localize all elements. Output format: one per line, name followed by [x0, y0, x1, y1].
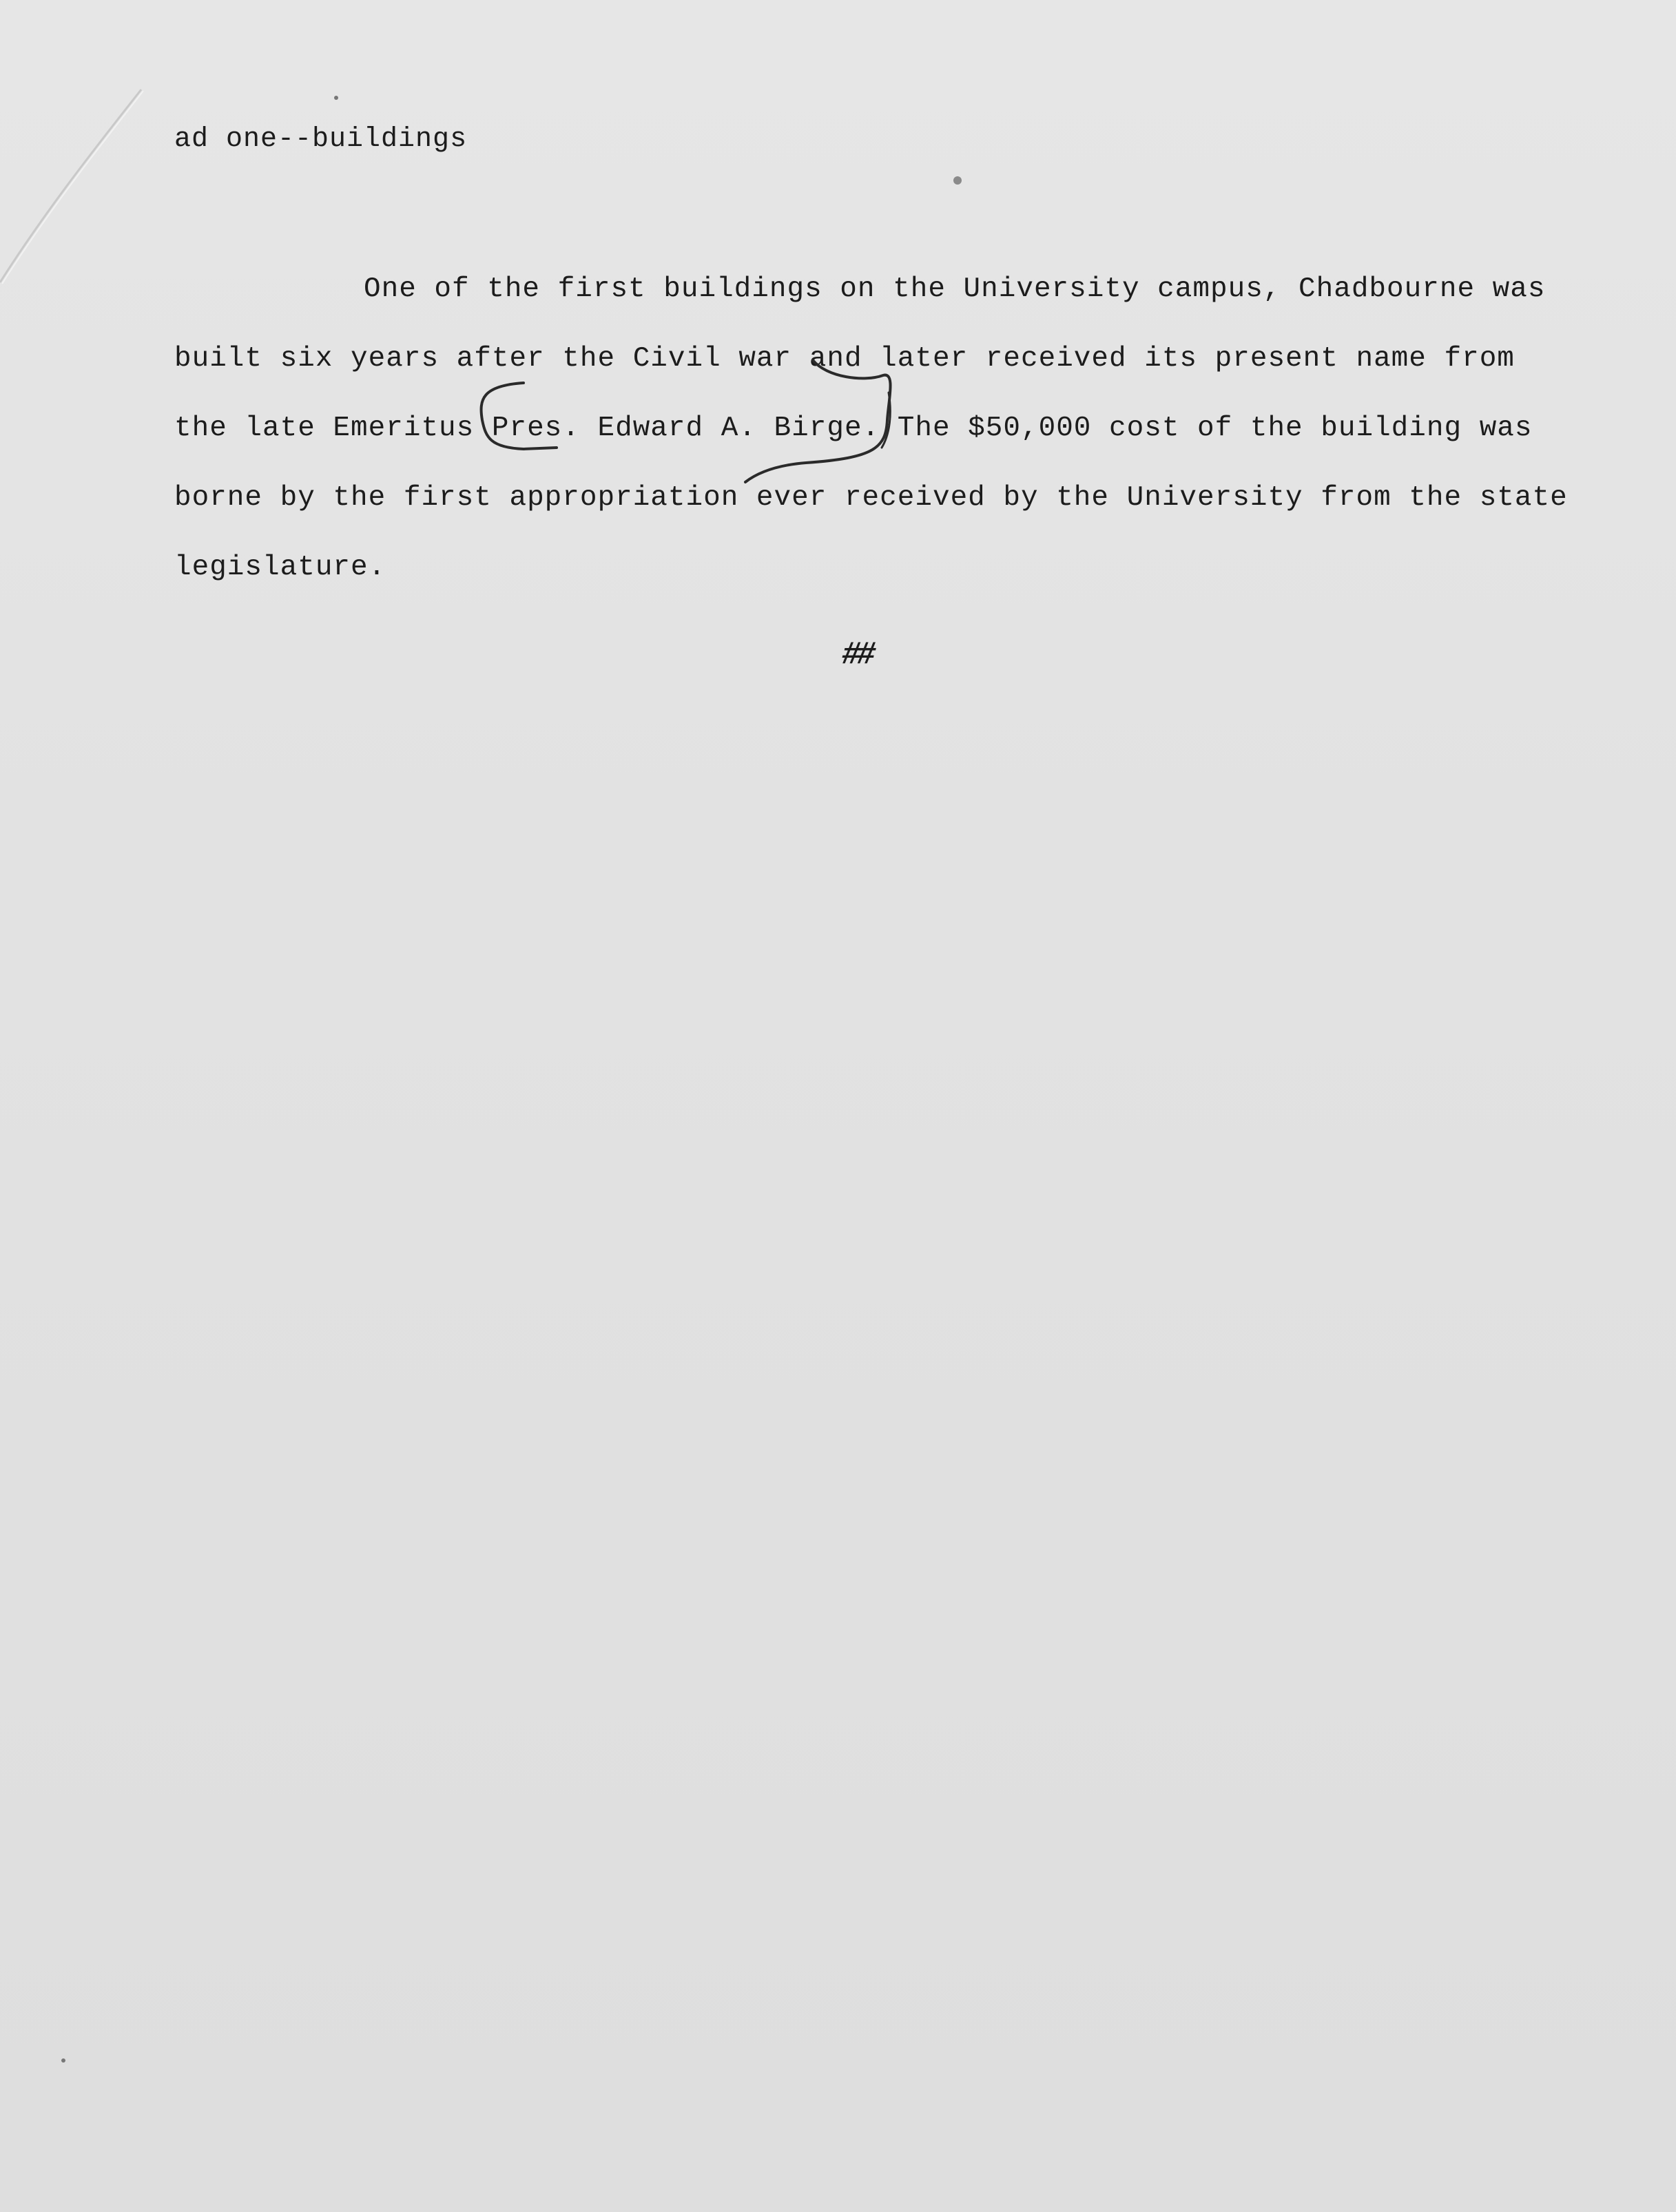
paragraph-line: the late Emeritus Pres. Edward A. Birge. The $50,000 cost of the building was	[174, 413, 1533, 444]
document-heading: ad one--buildings	[174, 124, 468, 155]
paragraph-line: built six years after the Civil war and later received its present name from	[174, 343, 1515, 375]
paragraph-line: legislature.	[174, 552, 386, 583]
paragraph-line: borne by the first appropriation ever received by the University from the state	[174, 482, 1568, 514]
end-mark: ##	[842, 637, 872, 673]
paragraph-line: One of the first buildings on the University campus, Chadbourne was	[364, 273, 1546, 305]
